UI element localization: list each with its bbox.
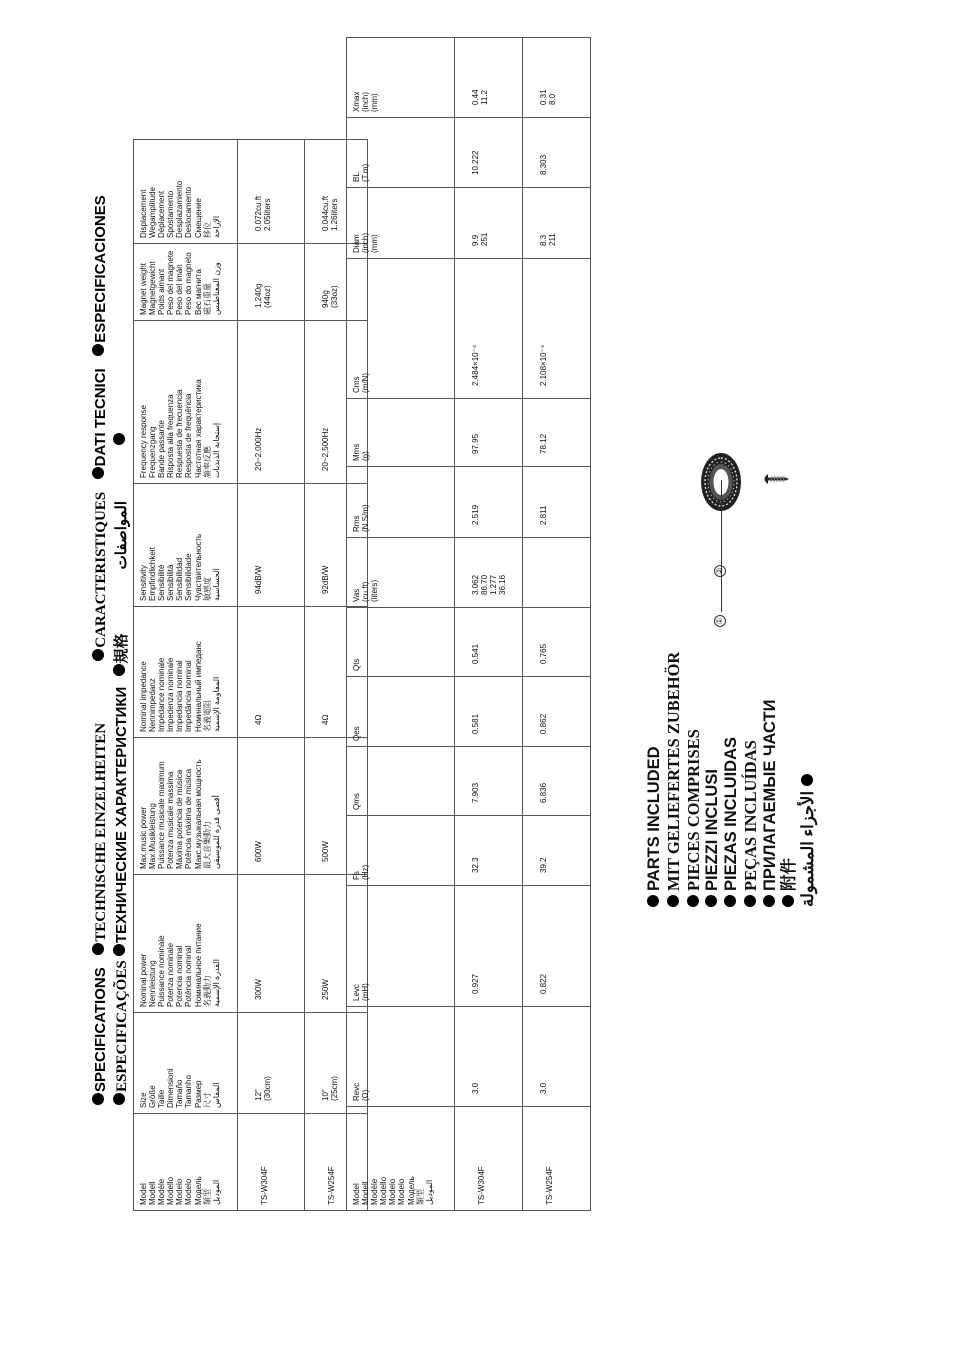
- cell-value: (25cm): [330, 1076, 340, 1101]
- bullet-icon: [113, 944, 125, 956]
- header-line: Modelo: [388, 1178, 398, 1205]
- ts-cell-qes: [523, 677, 591, 747]
- cell-value: (44oz): [263, 285, 273, 308]
- cell-value: 300W: [254, 979, 263, 1000]
- header-line: (mm): [370, 234, 380, 253]
- header-line: (m/N): [361, 373, 371, 393]
- cell-value: 4Ω: [321, 714, 330, 725]
- thiele-small-table: [346, 37, 591, 1211]
- header-line: Model: [139, 1183, 148, 1205]
- ts-cell-qms: [523, 747, 591, 816]
- spec-cell-displacement: [238, 140, 305, 244]
- cell-value: 8.303: [539, 154, 548, 175]
- cell-value: 6.836: [539, 782, 548, 803]
- ts-header-revc: [347, 1007, 455, 1107]
- bullet-icon: [92, 649, 104, 661]
- cell-value: 20~2,000Hz: [254, 427, 263, 471]
- header-line: Sensibilidade: [184, 553, 194, 601]
- header-line: Modelo: [397, 1178, 407, 1205]
- ts-header-model: [347, 1107, 455, 1211]
- cell-value: (30cm): [263, 1076, 273, 1101]
- cell-value: 0.927: [471, 973, 480, 994]
- bullet-icon: [647, 895, 659, 907]
- ts-cell-rms: [523, 467, 591, 538]
- cell-value: 0.862: [539, 713, 548, 734]
- cell-value: 8.3: [539, 234, 548, 246]
- parts-included-title: PARTS INCLUDED MIT GELIEFERTES ZUBEHÖR PIECES COMPRISES PIEZZI INCLUSI PIEZAS INCLUIDAS PEÇAS INCLUÍDAS ПРИЛАГАЕМЫЕ ЧАСТИ 附件 الأجزاء المشمولة: [645, 651, 818, 907]
- specifications-header-row: [134, 140, 238, 1211]
- header-line: Mms: [352, 443, 361, 461]
- heading-technische: TECHNISCHE EINZELHEITEN: [93, 722, 109, 942]
- ts-cell-vas: [523, 538, 591, 608]
- header-line: Peso do magneto: [184, 252, 194, 315]
- header-line: 移位: [202, 222, 212, 238]
- header-line: Impédance nominale: [157, 657, 167, 732]
- bullet-icon: [782, 895, 794, 907]
- heading-especificacoes: ESPECIFICAÇÕES: [114, 960, 130, 1092]
- spec-header-size: [134, 1013, 238, 1114]
- ts-cell-xmax: [455, 38, 523, 118]
- header-line: Potencia nominal: [175, 945, 185, 1007]
- header-line: Bande passante: [157, 420, 167, 478]
- spec-cell-nominal-impedance: [238, 607, 305, 738]
- cell-value: 251: [480, 232, 490, 246]
- bullet-icon: [113, 1093, 125, 1105]
- ts-cell-qms: [455, 747, 523, 816]
- ts-cell-diam: [455, 188, 523, 259]
- ts-header-levc: [347, 886, 455, 1007]
- cell-value: 1.277: [489, 574, 499, 595]
- header-line: (g): [361, 451, 371, 461]
- cell-value: 86.70: [480, 574, 490, 595]
- header-line: Tamanho: [184, 1075, 194, 1108]
- header-line: Magnet weight: [139, 262, 148, 315]
- header-line: Max.Musikleistung: [148, 803, 158, 869]
- cell-value: 94dB/W: [254, 565, 263, 594]
- header-line: Nennimpedanz: [148, 678, 158, 732]
- ts-cell-revc: [523, 1007, 591, 1107]
- thiele-small-row-ts-w254f: [523, 38, 591, 1211]
- cell-value: 1,240g: [254, 283, 263, 308]
- spec-header-nominal-impedance: [134, 607, 238, 738]
- cell-value: 97.95: [471, 433, 480, 454]
- header-line: أقصى قدرة للموسيقى: [211, 795, 221, 869]
- header-line: Potência máxima de música: [184, 768, 194, 869]
- header-line: Номинальный импеданс: [193, 641, 203, 732]
- header-line: Poids aimant: [157, 268, 167, 315]
- cell-value: 3.062: [471, 574, 480, 595]
- header-line: 名義動力: [202, 975, 212, 1007]
- part-number-2: ②: [714, 565, 726, 577]
- header-line: Fs: [352, 871, 361, 880]
- header-line: BL: [352, 172, 361, 182]
- cell-value: 10.222: [471, 150, 480, 175]
- header-line: Modell: [361, 1181, 371, 1205]
- bullet-icon: [92, 943, 104, 955]
- header-line: Máxima potencia de música: [175, 769, 185, 869]
- header-line: Puissance musicale maximum: [157, 761, 167, 869]
- cell-value: 0.765: [539, 643, 548, 664]
- header-line: الحساسية: [211, 568, 221, 601]
- cell-value: 39.2: [539, 857, 548, 873]
- ts-cell-cms: [523, 259, 591, 399]
- specifications-table: [133, 139, 371, 1211]
- header-line: Frequency response: [139, 405, 148, 478]
- header-line: Model: [352, 1183, 361, 1205]
- ts-cell-qes: [455, 677, 523, 747]
- header-line: Taille: [157, 1089, 167, 1108]
- bullet-icon: [763, 895, 775, 907]
- header-line: 名義電阻: [202, 700, 212, 732]
- header-line: 頻率反應: [202, 446, 212, 478]
- header-line: (cu.ft): [361, 581, 371, 602]
- cell-value: 0.044cu.ft: [321, 195, 330, 231]
- cell-value: 250W: [321, 979, 330, 1000]
- header-line: Magnetgewicht: [148, 261, 158, 315]
- header-line: Смещение: [193, 197, 203, 238]
- spec-cell-sensitivity: [238, 484, 305, 607]
- ts-header-vas: [347, 538, 455, 608]
- ts-cell-qts: [455, 608, 523, 677]
- cell-value: 2.05liters: [263, 198, 273, 231]
- ts-cell-qts: [523, 608, 591, 677]
- bullet-icon: [667, 895, 679, 907]
- header-line: Respuesta de frecuencia: [175, 389, 185, 478]
- header-line: Nennleistung: [148, 960, 158, 1007]
- heading-russian: ТЕХНИЧЕСКИЕ ХАРАКТЕРИСТИКИ: [113, 686, 130, 944]
- header-line: الموديل: [211, 1179, 221, 1205]
- header-line: Impedenza nominale: [166, 657, 176, 732]
- header-line: Levc: [352, 984, 361, 1001]
- ts-cell-vas: [455, 538, 523, 608]
- ts-cell-levc: [523, 886, 591, 1007]
- header-line: (mm): [370, 93, 380, 112]
- spec-cell-frequency-response: [238, 321, 305, 484]
- header-line: القدرة الإسمية: [211, 959, 221, 1007]
- header-line: Qes: [352, 726, 361, 741]
- header-line: Модель: [406, 1176, 416, 1205]
- cell-value: TS-W304F: [477, 1166, 486, 1205]
- header-line: Xmax: [352, 91, 361, 112]
- cell-value: 9.9: [471, 234, 480, 246]
- cell-value: 12": [254, 1089, 263, 1101]
- cell-value: TS-W304F: [260, 1166, 269, 1205]
- cell-value: TS-W254F: [545, 1166, 554, 1205]
- cell-value: 0.541: [471, 643, 480, 664]
- header-line: Modèle: [157, 1178, 167, 1205]
- bullet-icon: [687, 895, 699, 907]
- ts-cell-cms: [455, 259, 523, 399]
- header-line: Desplazamiento: [175, 180, 185, 238]
- ts-cell-rms: [455, 467, 523, 538]
- part-number-1: ①: [714, 615, 726, 627]
- specifications-row-ts-w304f: [238, 140, 305, 1211]
- header-line: 敏感度: [202, 577, 212, 601]
- header-line: Diam: [352, 234, 361, 253]
- header-line: Spostamento: [166, 190, 176, 238]
- header-line: (Ω): [361, 1089, 371, 1101]
- header-line: Nominal impedance: [139, 661, 148, 732]
- ts-cell-bl: [455, 118, 523, 188]
- header-line: Peso del imán: [175, 264, 185, 315]
- header-line: (liters): [370, 579, 380, 602]
- heading-chinese: 規格: [113, 633, 130, 664]
- header-line: Sensitivity: [139, 564, 148, 601]
- ts-header-bl: [347, 118, 455, 188]
- cell-value: 3.0: [471, 1082, 480, 1094]
- header-line: المقاومة الإسمية: [211, 676, 221, 732]
- ts-cell-model: [455, 1107, 523, 1211]
- ts-header-cms: [347, 259, 455, 399]
- bullet-icon: [92, 467, 104, 479]
- spec-header-max-music-power: [134, 738, 238, 875]
- ts-header-qms: [347, 747, 455, 816]
- header-line: إستجابة الذبذبات: [211, 422, 221, 478]
- bullet-icon: [92, 1093, 104, 1105]
- header-line: Vas: [352, 588, 361, 602]
- cell-value: 11.2: [480, 90, 490, 105]
- header-line: (inch): [361, 91, 371, 112]
- cell-value: 4Ω: [254, 714, 263, 725]
- header-line: الموديل: [424, 1179, 434, 1205]
- header-line: Чувствительность: [193, 533, 203, 601]
- header-line: Modèle: [370, 1178, 380, 1205]
- heading-specifications: SPECIFICATIONS: [92, 967, 109, 1092]
- bullet-icon: [92, 344, 104, 356]
- ts-header-qts: [347, 608, 455, 677]
- header-line: Modell: [148, 1181, 158, 1205]
- header-line: Size: [139, 1092, 148, 1108]
- bullet-icon: [705, 895, 717, 907]
- header-line: المقاس: [211, 1082, 221, 1108]
- header-line: Номинальное питание: [193, 923, 203, 1007]
- cell-value: 32.3: [471, 857, 480, 873]
- cell-value: 2.811: [539, 505, 548, 525]
- header-line: Revc: [352, 1082, 361, 1101]
- cell-value: 78.12: [539, 433, 548, 454]
- part-2-leader-line: [721, 480, 722, 562]
- cell-value: 2.484×10⁻⁴: [471, 344, 480, 386]
- header-line: Wegamplitude: [148, 187, 158, 238]
- header-line: Rms: [352, 515, 361, 532]
- header-line: Dimensioni: [166, 1068, 176, 1108]
- bullet-icon: [801, 774, 813, 786]
- heading-line-1: [92, 195, 110, 1105]
- ts-cell-revc: [455, 1007, 523, 1107]
- header-line: الإزاحة: [211, 215, 221, 238]
- cell-value: (33oz): [330, 285, 340, 308]
- spec-header-nominal-power: [134, 875, 238, 1013]
- cell-value: 2.519: [471, 504, 480, 525]
- ts-cell-bl: [523, 118, 591, 188]
- ts-cell-model: [523, 1107, 591, 1211]
- cell-value: 211: [548, 233, 558, 246]
- header-line: (mH): [361, 983, 371, 1001]
- cell-value: 1.26liters: [330, 198, 340, 231]
- spec-cell-max-music-power: [238, 738, 305, 875]
- cell-value: 600W: [254, 841, 263, 862]
- cell-value: 8.0: [548, 93, 558, 105]
- header-line: Potenza musicale massima: [166, 771, 176, 869]
- heading-arabic: المواصفات: [113, 500, 130, 570]
- header-line: Impedância nominal: [184, 660, 194, 732]
- header-line: Potenza nominale: [166, 942, 176, 1007]
- header-line: Peso del magnete: [166, 250, 176, 315]
- header-line: Max.music power: [139, 806, 148, 869]
- header-line: Tamaño: [175, 1079, 185, 1108]
- header-line: Qts: [352, 658, 361, 671]
- cell-value: 3.0: [539, 1082, 548, 1094]
- header-line: 類型: [415, 1189, 425, 1205]
- header-line: Empfindlichkeit: [148, 547, 158, 601]
- header-line: 類型: [202, 1189, 212, 1205]
- heading-dati-tecnici: DATI TECNICI: [92, 368, 109, 467]
- heading-caracteristiques: CARACTERISTIQUES: [93, 491, 109, 648]
- header-line: Размер: [193, 1080, 203, 1108]
- header-line: (T.m): [361, 163, 371, 182]
- spec-cell-model: [238, 1114, 305, 1211]
- ts-header-fs: [347, 816, 455, 886]
- header-line: Frequenzgang: [148, 426, 158, 478]
- header-line: Nominal power: [139, 953, 148, 1007]
- bullet-icon: [744, 895, 756, 907]
- thiele-small-header-row: [347, 38, 455, 1211]
- header-line: Modello: [166, 1176, 176, 1205]
- header-line: وزن المغناطيس: [211, 262, 221, 315]
- cell-value: 0.072cu.ft: [254, 195, 263, 231]
- header-line: 磁石重量: [202, 283, 212, 315]
- cell-value: 940g: [321, 290, 330, 308]
- header-line: Impedancia nominal: [175, 660, 185, 732]
- cell-value: 20~2,500Hz: [321, 427, 330, 471]
- header-line: Puissance nominale: [157, 935, 167, 1007]
- spec-header-sensitivity: [134, 484, 238, 607]
- cell-value: 0.822: [539, 973, 548, 994]
- ts-cell-fs: [455, 816, 523, 886]
- thiele-small-row-ts-w304f: [455, 38, 523, 1211]
- header-line: Größe: [148, 1085, 158, 1108]
- cell-value: 0.581: [471, 713, 480, 734]
- cell-value: TS-W254F: [327, 1166, 336, 1205]
- header-line: Cms: [352, 376, 361, 393]
- header-line: (inch): [361, 232, 371, 253]
- spec-cell-nominal-power: [238, 875, 305, 1013]
- header-line: Modelo: [184, 1178, 194, 1205]
- header-line: Deslocamento: [184, 186, 194, 238]
- cell-value: 0.31: [539, 89, 548, 105]
- cell-value: 92dB/W: [321, 565, 330, 594]
- header-line: Déplacement: [157, 190, 167, 238]
- ts-cell-levc: [455, 886, 523, 1007]
- ts-cell-diam: [523, 188, 591, 259]
- header-line: Qms: [352, 793, 361, 810]
- header-line: Sensibilità: [166, 564, 176, 601]
- ts-header-qes: [347, 677, 455, 747]
- heading-line-2: [110, 432, 131, 1105]
- spec-cell-size: [238, 1013, 305, 1114]
- spec-header-frequency-response: [134, 321, 238, 484]
- spec-header-displacement: [134, 140, 238, 244]
- header-line: Modelo: [175, 1178, 185, 1205]
- ts-header-rms: [347, 467, 455, 538]
- header-line: Risposta alla frequenza: [166, 394, 176, 478]
- spec-header-magnet-weight: [134, 244, 238, 321]
- header-line: Частотная характеристика: [193, 379, 203, 478]
- ts-header-mms: [347, 399, 455, 467]
- header-line: Potência nominal: [184, 945, 194, 1007]
- cell-value: 2.108×10⁻⁴: [539, 344, 548, 386]
- header-line: Вес магнита: [193, 269, 203, 315]
- header-line: 最大音樂動力: [202, 821, 212, 869]
- ts-cell-fs: [523, 816, 591, 886]
- spec-header-model: [134, 1114, 238, 1211]
- header-line: Sensibilidad: [175, 557, 185, 601]
- ts-cell-mms: [523, 399, 591, 467]
- header-line: (N.S/m): [361, 504, 371, 532]
- header-line: Макс.музыкальная мощность: [193, 759, 203, 869]
- cell-value: 0.44: [471, 89, 480, 105]
- header-line: (Hz): [361, 864, 371, 880]
- heading-especificaciones: ESPECIFICACIONES: [92, 195, 109, 343]
- bullet-icon: [113, 433, 125, 445]
- header-line: Displacement: [139, 189, 148, 238]
- ts-header-diam: [347, 188, 455, 259]
- screw-icon: [760, 471, 790, 487]
- cell-value: 7.903: [471, 782, 480, 803]
- header-line: 尺寸: [202, 1092, 212, 1108]
- header-line: Resposta de frequência: [184, 393, 194, 478]
- cell-value: 500W: [321, 841, 330, 862]
- ts-header-xmax: [347, 38, 455, 118]
- bullet-icon: [724, 895, 736, 907]
- ts-cell-mms: [455, 399, 523, 467]
- spec-cell-magnet-weight: [238, 244, 305, 321]
- bullet-icon: [113, 665, 125, 677]
- ts-cell-xmax: [523, 38, 591, 118]
- cell-value: 10": [321, 1089, 330, 1101]
- header-line: Modello: [379, 1176, 389, 1205]
- cell-value: 36.16: [498, 574, 508, 595]
- header-line: Модель: [193, 1176, 203, 1205]
- header-line: Sensibilité: [157, 564, 167, 601]
